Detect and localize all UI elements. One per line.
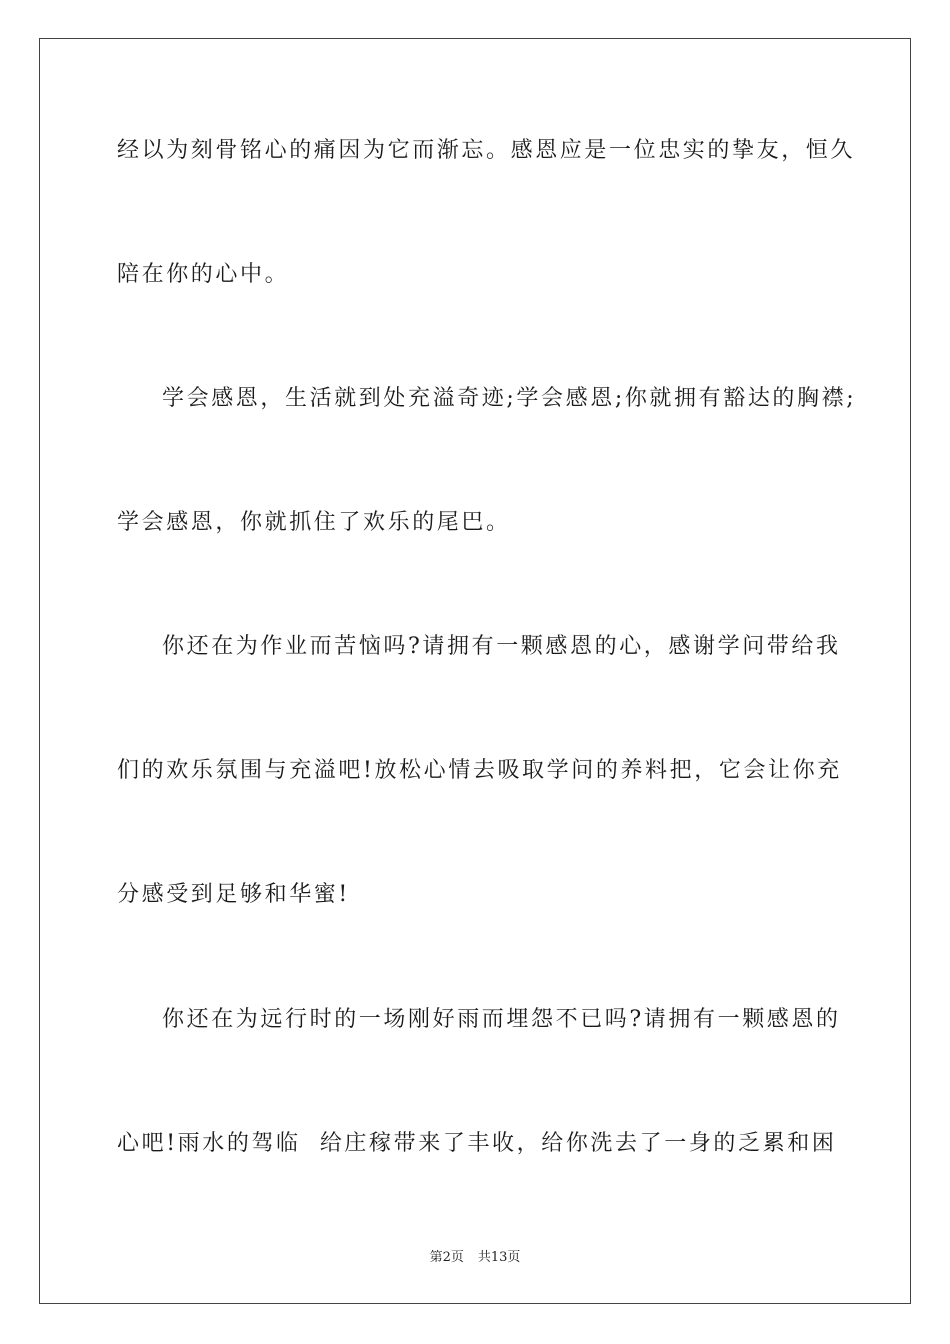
- paragraph-start-line: 学会感恩，生活就到处充溢奇迹;学会感恩;你就拥有豁达的胸襟;: [162, 386, 857, 411]
- text-line: 们的欢乐氛围与充溢吧!放松心情去吸取学问的养料把，它会让你充: [117, 758, 842, 783]
- page-number-total: 共13页: [477, 1250, 521, 1265]
- text-line: 陪在你的心中。: [117, 262, 290, 287]
- paragraph-start-line: 你还在为远行时的一场刚好雨而埋怨不已吗?请拥有一颗感恩的: [162, 1007, 841, 1032]
- text-line: 经以为刻骨铭心的痛因为它而渐忘。感恩应是一位忠实的挚友，恒久: [117, 138, 856, 163]
- page-number-current: 第2页: [429, 1250, 464, 1265]
- page-border: [39, 38, 911, 1304]
- text-line: 心吧!雨水的驾临 给庄稼带来了丰收，给你洗去了一身的乏累和困: [117, 1131, 837, 1156]
- text-line: 分感受到足够和华蜜!: [117, 882, 350, 907]
- page-footer: [0, 1249, 950, 1267]
- paragraph-start-line: 你还在为作业而苦恼吗?请拥有一颗感恩的心，感谢学问带给我: [162, 634, 841, 659]
- text-line: 学会感恩，你就抓住了欢乐的尾巴。: [117, 510, 511, 535]
